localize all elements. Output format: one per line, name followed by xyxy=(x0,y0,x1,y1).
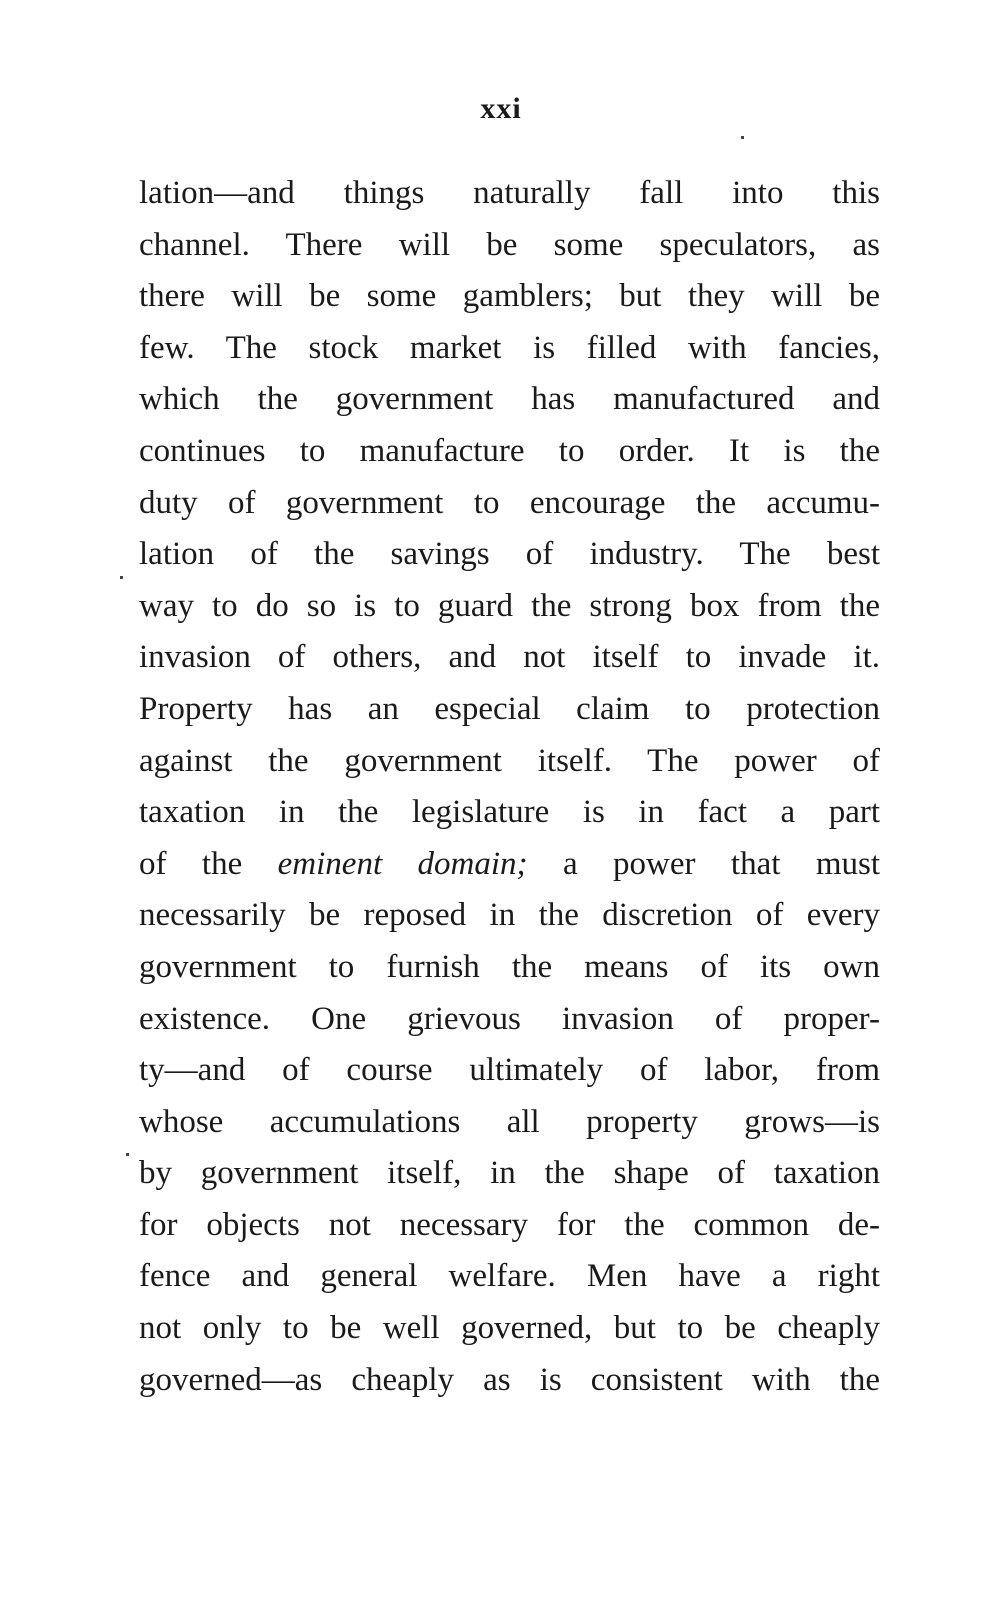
text-line: taxation in the legislature is in fact a part xyxy=(139,794,880,831)
text-line: invasion of others, and not itself to invade it. xyxy=(139,639,880,676)
text-line: not only to be well governed, but to be cheaply xyxy=(139,1310,880,1347)
text-line: continues to manufacture to order. It is the xyxy=(139,432,880,469)
text-line: way to do so is to guard the strong box from the xyxy=(139,587,880,624)
text-line: Property has an especial claim to protection xyxy=(139,690,880,727)
text-line: necessarily be reposed in the discretion of every xyxy=(139,897,880,934)
text-line: for objects not necessary for the common de- xyxy=(139,1206,880,1243)
text-line: governed—as cheaply as is consistent with the xyxy=(139,1361,880,1398)
text-line: lation of the savings of industry. The best xyxy=(139,536,880,573)
italic-phrase: eminent domain; xyxy=(277,845,528,882)
page-number: xxi xyxy=(480,92,522,125)
text-line: against the government itself. The power of xyxy=(139,742,880,779)
text-line-with-italic xyxy=(139,839,880,891)
text-line: existence. One grievous invasion of proper- xyxy=(139,1000,880,1037)
scan-speck xyxy=(741,136,744,139)
text-line: which the government has manufactured and xyxy=(139,381,880,418)
scan-speck xyxy=(126,1153,129,1156)
text-line: government to furnish the means of its own xyxy=(139,948,880,985)
text-line: there will be some gamblers; but they will be xyxy=(139,278,880,315)
text-line: few. The stock market is filled with fancies, xyxy=(139,329,880,366)
scan-speck xyxy=(120,576,123,579)
text-line: fence and general welfare. Men have a right xyxy=(139,1258,880,1295)
text-line: whose accumulations all property grows—is xyxy=(139,1103,880,1140)
text-line: channel. There will be some speculators, as xyxy=(139,226,880,263)
text-line: ty—and of course ultimately of labor, from xyxy=(139,1052,880,1089)
text-line: by government itself, in the shape of taxation xyxy=(139,1155,880,1192)
text-line: duty of government to encourage the accumu- xyxy=(139,484,880,521)
body-text xyxy=(139,168,880,1406)
text-segment: of the xyxy=(139,845,278,882)
text-segment: a power that must xyxy=(527,845,880,882)
text-line: lation—and things naturally fall into this xyxy=(139,175,880,211)
